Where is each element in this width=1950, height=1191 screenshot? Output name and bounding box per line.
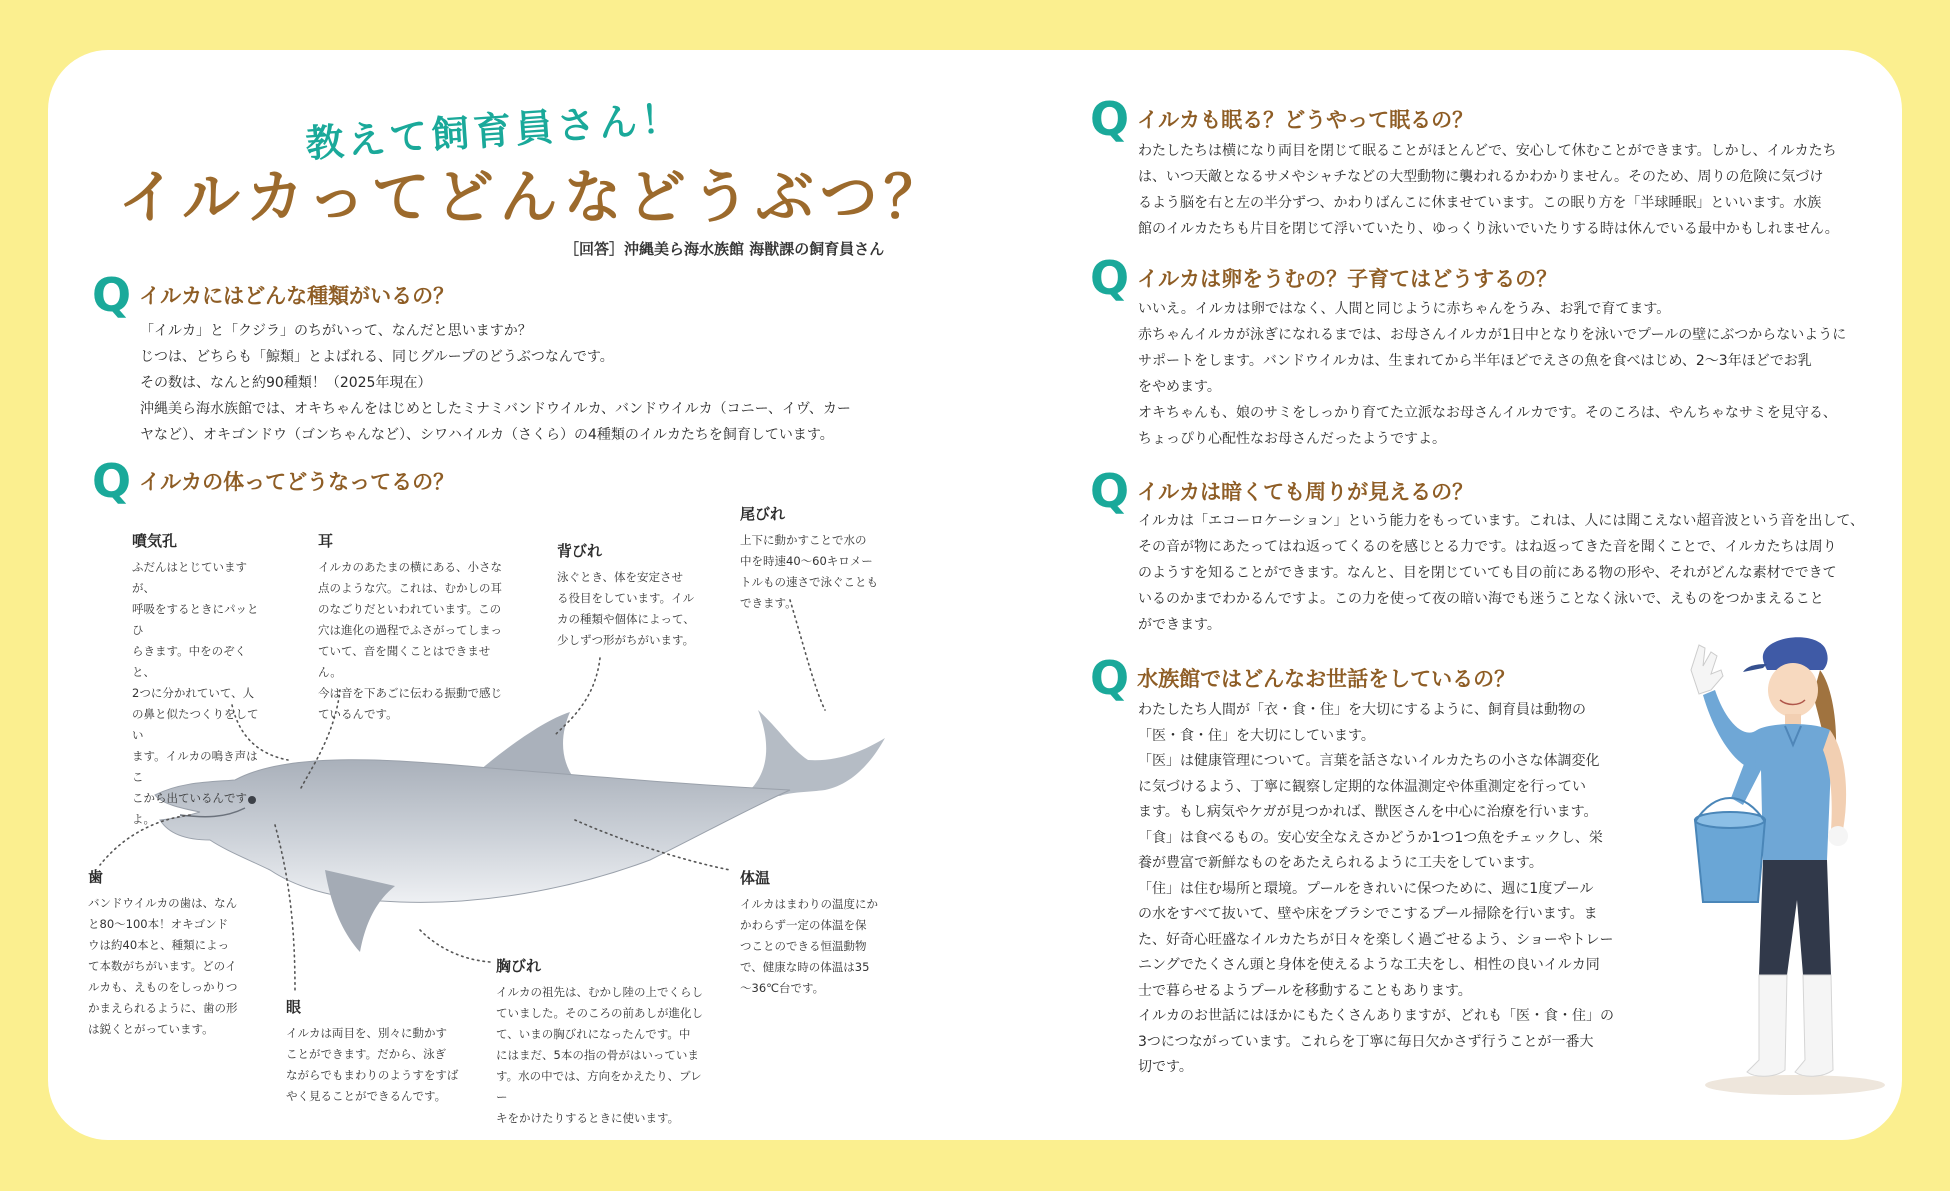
q6-line: の水をすべて抜いて、壁や床をブラシでこするプール掃除を行います。ま bbox=[1138, 906, 1598, 922]
label-teeth bbox=[88, 866, 248, 1040]
label-line: す。水の中では、方向をかえたり、ブレー bbox=[496, 1069, 702, 1104]
q5-body bbox=[1138, 508, 1878, 638]
label-line: 中を時速40～60キロメー bbox=[740, 554, 873, 568]
q6-line: ます。もし病気やケガが見つかれば、獣医さんを中心に治療を行います。 bbox=[1138, 804, 1598, 820]
label-line: 点のような穴。これは、むかしの耳 bbox=[318, 581, 502, 595]
q6-line: に気づけるよう、丁寧に観察し定期的な体温測定や体重測定を行ってい bbox=[1138, 778, 1586, 795]
label-line: つことのできる恒温動物 bbox=[740, 939, 867, 953]
page-title: イルカってどんなどうぶつ？ bbox=[118, 163, 948, 231]
q-mark-icon: Q bbox=[1090, 251, 1130, 305]
q5-line: イルカは「エコーロケーション」という能力をもっています。これは、人には聞こえない超音波という音を出して、 bbox=[1138, 513, 1865, 529]
label-line: ていました。そのころの前あしが進化し bbox=[496, 1006, 703, 1020]
q6-line: た、好奇心旺盛なイルカたちが日々を楽しく過ごせるよう、ショーやトレー bbox=[1138, 931, 1614, 948]
q5-line: のようすを知ることができます。なんと、目を閉じていても目の前にある物の形や、それがどんな素材でできて bbox=[1138, 565, 1837, 581]
q3-line: るよう脳を右と左の半分ずつ、かわりばんこに休ませています。この眠り方を「半球睡眠」といいます。水族 bbox=[1138, 195, 1822, 211]
label-line: ているんです。 bbox=[318, 707, 398, 721]
q1-line: 「イルカ」と「クジラ」のちがいって、なんだと思いますか？ bbox=[140, 323, 532, 339]
q1-line: その数は、なんと約90種類！（2025年現在） bbox=[140, 375, 432, 391]
q4-line: ちょっぴり心配性なお母さんだったようですよ。 bbox=[1138, 431, 1446, 447]
label-title: 噴気孔 bbox=[132, 532, 178, 550]
label-line: イルカは両目を、別々に動かす bbox=[286, 1026, 447, 1040]
label-line: の鼻と似たつくりをしてい bbox=[132, 707, 259, 742]
label-line: 呼吸をするときにパッとひ bbox=[132, 602, 259, 637]
q6-line: 「食」は食べるもの。安心安全なえさかどうか1つ1つ魚をチェックし、栄 bbox=[1138, 829, 1603, 846]
label-line: イルカはまわりの温度にか bbox=[740, 897, 878, 911]
q5-line: その音が物にあたってはね返ってくるのを感じとる力です。はね返ってきた音を聞くことで、イルカたちは周り bbox=[1138, 539, 1837, 555]
label-line: かまえられるように、歯の形 bbox=[88, 1001, 238, 1015]
label-title: 背びれ bbox=[557, 542, 603, 560]
label-line: やく見ることができるんです。 bbox=[286, 1089, 447, 1103]
label-line: ウは約40本と、種類によっ bbox=[88, 938, 230, 952]
q-mark-icon: Q bbox=[92, 454, 132, 508]
q3-heading bbox=[1090, 92, 1474, 146]
q3-line: わたしたちは横になり両目を閉じて眠ることがほとんどで、安心して休むことができます。しかし、イルカたち bbox=[1138, 143, 1837, 159]
label-title: 耳 bbox=[318, 532, 334, 550]
label-line: にはまだ、5本の指の骨がはいっていま bbox=[496, 1048, 699, 1062]
q6-line: 士で暮らせるようプールを移動することもあります。 bbox=[1138, 982, 1472, 999]
label-title: 歯 bbox=[88, 868, 104, 886]
q-mark-icon: Q bbox=[92, 268, 132, 322]
q6-heading bbox=[1090, 651, 1516, 705]
label-line: ～36℃台です。 bbox=[740, 981, 825, 995]
q4-body bbox=[1138, 296, 1878, 452]
label-blowhole bbox=[132, 530, 267, 830]
q5-line: ができます。 bbox=[1138, 617, 1221, 633]
q6-line: 「住」は住む場所と環境。プールをきれいに保つために、週に1度プール bbox=[1138, 880, 1594, 897]
label-line: キをかけたりするときに使います。 bbox=[496, 1111, 680, 1125]
label-title: 胸びれ bbox=[496, 957, 542, 975]
q-mark-icon: Q bbox=[1090, 92, 1130, 146]
label-pectoral-fin bbox=[496, 955, 706, 1129]
label-line: トルもの速さで泳ぐことも bbox=[740, 575, 878, 589]
label-line: カの種類や個体によって、 bbox=[557, 612, 695, 626]
q1-line: 沖縄美ら海水族館では、オキちゃんをはじめとしたミナミバンドウイルカ、バンドウイルカ（コニー、イヴ、カー bbox=[140, 401, 851, 417]
q6-line: 「医・食・住」を大切にしています。 bbox=[1138, 727, 1375, 744]
label-line: ことができます。だから、泳ぎ bbox=[286, 1047, 447, 1061]
label-line: バンドウイルカの歯は、なん bbox=[88, 896, 238, 910]
q-mark-icon: Q bbox=[1090, 464, 1130, 518]
label-line: ながらでもまわりのようすをすば bbox=[286, 1068, 459, 1082]
label-title: 眼 bbox=[286, 998, 302, 1016]
zookeeper-illustration bbox=[1655, 630, 1905, 1100]
q6-line: 養が豊富で新鮮なものをあたえられるように工夫をしています。 bbox=[1138, 855, 1543, 871]
label-line: 2つに分かれていて、人 bbox=[132, 686, 255, 700]
label-eye bbox=[286, 996, 466, 1107]
label-line: 上下に動かすことで水の bbox=[740, 533, 867, 547]
q3-line: は、いつ天敵となるサメやシャチなどの大型動物に襲われるかわかりません。そのため、周りの危険に気づけ bbox=[1138, 169, 1824, 185]
q2-title: イルカの体ってどうなってるの？ bbox=[139, 470, 455, 494]
label-line: る役目をしています。イル bbox=[557, 591, 695, 605]
label-line: できます。 bbox=[740, 596, 797, 610]
q4-line: いいえ。イルカは卵ではなく、人間と同じように赤ちゃんをうみ、お乳で育てます。 bbox=[1138, 301, 1671, 317]
q6-line: 3つにつながっています。これらを丁寧に毎日欠かさず行うことが一番大 bbox=[1138, 1033, 1594, 1050]
label-line: で、健康な時の体温は35 bbox=[740, 960, 870, 974]
label-line: て本数がちがいます。どのイ bbox=[88, 959, 237, 973]
q6-line: わたしたち人間が「衣・食・住」を大切にするように、飼育員は動物の bbox=[1138, 702, 1586, 718]
q6-line: 「医」は健康管理について。言葉を話さないイルカたちの小さな体調変化 bbox=[1138, 753, 1600, 769]
label-line: 少しずつ形がちがいます。 bbox=[557, 633, 695, 647]
q6-line: イルカのお世話にはほかにもたくさんありますが、どれも「医・食・住」の bbox=[1138, 1008, 1614, 1024]
q5-title: イルカは暗くても周りが見えるの？ bbox=[1137, 480, 1474, 504]
label-tail-fin bbox=[740, 503, 890, 614]
label-line: ていて、音を聞くことはできません。 bbox=[318, 644, 491, 679]
label-line: ます。イルカの鳴き声はこ bbox=[132, 749, 258, 784]
label-line: は鋭くとがっています。 bbox=[88, 1022, 214, 1036]
label-line: イルカの祖先は、むかし陸の上でくらし bbox=[496, 985, 703, 999]
q4-heading bbox=[1090, 251, 1558, 305]
q1-line: じつは、どちらも「鯨類」とよばれる、同じグループのどうぶつなんです。 bbox=[140, 349, 614, 365]
label-ear bbox=[318, 530, 508, 725]
q5-line: いるのかまでわかるんですよ。この力を使って夜の暗い海でも迷うことなく泳いで、えものをつかまえること bbox=[1138, 591, 1824, 607]
label-line: かわらず一定の体温を保 bbox=[740, 918, 867, 932]
label-line: こから出ているんですよ。 bbox=[132, 791, 247, 826]
q4-line: サポートをします。バンドウイルカは、生まれてから半年ほどでえさの魚を食べはじめ、2～3年ほどでお乳 bbox=[1138, 353, 1812, 369]
label-line: 今は音を下あごに伝わる振動で感じ bbox=[318, 686, 502, 700]
label-line: ルカも、えものをしっかりつ bbox=[88, 980, 238, 994]
label-line: 穴は進化の過程でふさがってしまっ bbox=[318, 623, 502, 637]
credit-line: ［回答］沖縄美ら海水族館 海獣課の飼育員さん bbox=[564, 240, 885, 258]
q3-body bbox=[1138, 138, 1878, 242]
page-subtitle: 教えて飼育員さん！ bbox=[304, 95, 685, 167]
q-mark-icon: Q bbox=[1090, 651, 1130, 705]
label-line: と80～100本！オキゴンド bbox=[88, 917, 229, 931]
q4-line: をやめます。 bbox=[1138, 379, 1221, 395]
label-line: のなごりだといわれています。この bbox=[318, 602, 502, 616]
q4-title: イルカは卵をうむの？子育てはどうするの？ bbox=[1137, 267, 1558, 291]
q4-line: 赤ちゃんイルカが泳ぎになれるまでは、お母さんイルカが1日中となりを泳いでプールの壁にぶつからないように bbox=[1138, 327, 1847, 343]
q6-title: 水族館ではどんなお世話をしているの？ bbox=[1137, 667, 1516, 691]
label-line: ふだんはとじていますが、 bbox=[132, 560, 247, 595]
q1-title: イルカにはどんな種類がいるの？ bbox=[139, 284, 455, 308]
label-dorsal-fin bbox=[557, 540, 707, 651]
q4-line: オキちゃんも、娘のサミをしっかり育てた立派なお母さんイルカです。そのころは、やんちゃなサミを見守る、 bbox=[1138, 405, 1837, 421]
label-body-temperature bbox=[740, 867, 890, 999]
q6-line: 切です。 bbox=[1138, 1059, 1193, 1075]
bucket-icon bbox=[1695, 820, 1765, 902]
label-line: 泳ぐとき、体を安定させ bbox=[557, 570, 684, 584]
q6-line: ニングでたくさん頭と身体を使えるような工夫をし、相性の良いイルカ同 bbox=[1138, 957, 1600, 973]
label-line: らきます。中をのぞくと、 bbox=[132, 644, 247, 679]
label-title: 体温 bbox=[740, 869, 771, 887]
q6-body bbox=[1138, 698, 1638, 1081]
label-title: 尾びれ bbox=[740, 505, 786, 523]
q1-line: ヤなど）、オキゴンドウ（ゴンちゃんなど）、シワハイルカ（さくら）の4種類のイルカたちを飼育しています。 bbox=[140, 427, 834, 443]
label-line: て、いまの胸びれになったんです。中 bbox=[496, 1027, 691, 1041]
q3-title: イルカも眠る？どうやって眠るの？ bbox=[1137, 108, 1474, 132]
q3-line: 館のイルカたちも片目を閉じて浮いていたり、ゆっくり泳いでいたりする時は休んでいる最中かもしれません。 bbox=[1138, 221, 1839, 237]
label-line: イルカのあたまの横にある、小さな bbox=[318, 560, 502, 574]
